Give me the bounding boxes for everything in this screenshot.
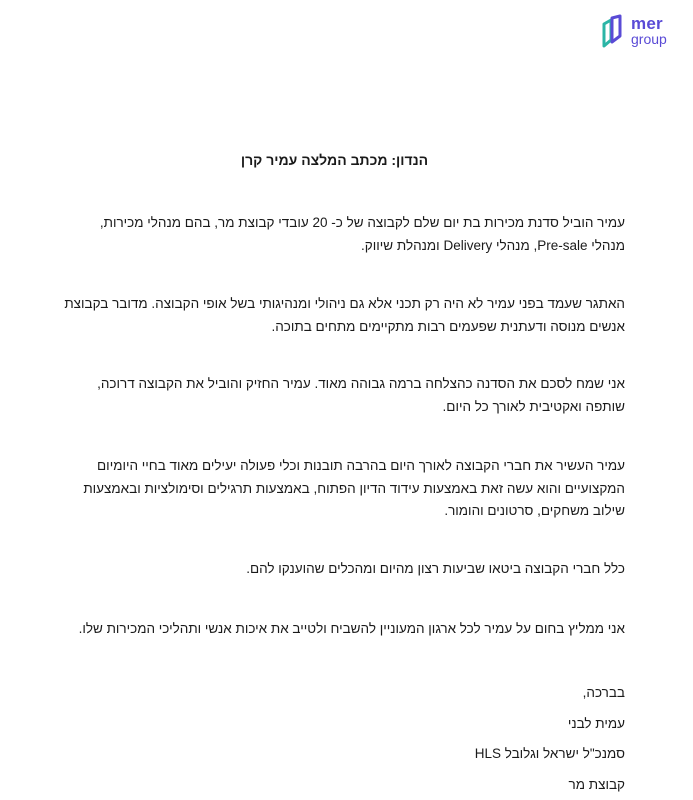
- paragraph-line: המקצועיים והוא עשה זאת באמצעות עידוד הדיון הפתוח, באמצעות תרגילים וסימולציות ובאמצעות: [52, 478, 625, 501]
- paragraph-6: [52, 618, 625, 641]
- paragraph-line: האתגר שעמד בפני עמיר לא היה רק תכני אלא גם ניהולי ומנהיגותי בשל אופי הקבוצה. מדובר בקבוצת: [52, 293, 625, 316]
- paragraph-line: עמיר העשיר את חברי הקבוצה לאורך היום בהרבה תובנות וכלי פעולה יעילים מאוד בחיי היומיום: [52, 455, 625, 478]
- paragraph-2: [52, 293, 625, 338]
- paragraph-line: אני ממליץ בחום על עמיר לכל ארגון המעוניין להשביח ולטייב את איכות אנשי ותהליכי המכירות שלו.: [52, 618, 625, 641]
- mer-group-logo: [600, 14, 680, 54]
- paragraph-3: [52, 373, 625, 418]
- paragraph-line: אנשים מנוסה ודעתנית שפעמים רבות מתקיימים מתחים בתוכה.: [52, 316, 625, 339]
- paragraph-line: מנהלי Pre-sale, מנהלי Delivery ומנהלת שיווק.: [52, 235, 625, 258]
- letter-subject: הנדון: מכתב המלצה עמיר קרן: [48, 152, 621, 168]
- logo-text-mer: mer: [631, 14, 663, 34]
- paragraph-1: [52, 212, 625, 257]
- paragraph-4: [52, 455, 625, 523]
- paragraph-line: עמיר הוביל סדנת מכירות בת יום שלם לקבוצה של כ- 20 עובדי קבוצת מר, בהם מנהלי מכירות,: [52, 212, 625, 235]
- signature-title: סמנכ"ל ישראל וגלובל HLS: [52, 739, 625, 770]
- paragraph-line: שילוב משחקים, סרטונים והומור.: [52, 500, 625, 523]
- signature-closing: בברכה,: [52, 678, 625, 709]
- signature-name: עמית לבני: [52, 709, 625, 740]
- paragraph-5: [52, 558, 625, 581]
- signature-company: קבוצת מר: [52, 770, 625, 800]
- logo-text-group: group: [631, 31, 667, 47]
- paragraph-line: אני שמח לסכם את הסדנה כהצלחה ברמה גבוהה מאוד. עמיר החזיק והוביל את הקבוצה דרוכה,: [52, 373, 625, 396]
- paragraph-line: שותפה ואקטיבית לאורך כל היום.: [52, 396, 625, 419]
- paragraph-line: כלל חברי הקבוצה ביטאו שביעות רצון מהיום ומהכלים שהוענקו להם.: [52, 558, 625, 581]
- signature-block: [52, 678, 625, 800]
- mer-logo-icon: [600, 14, 628, 50]
